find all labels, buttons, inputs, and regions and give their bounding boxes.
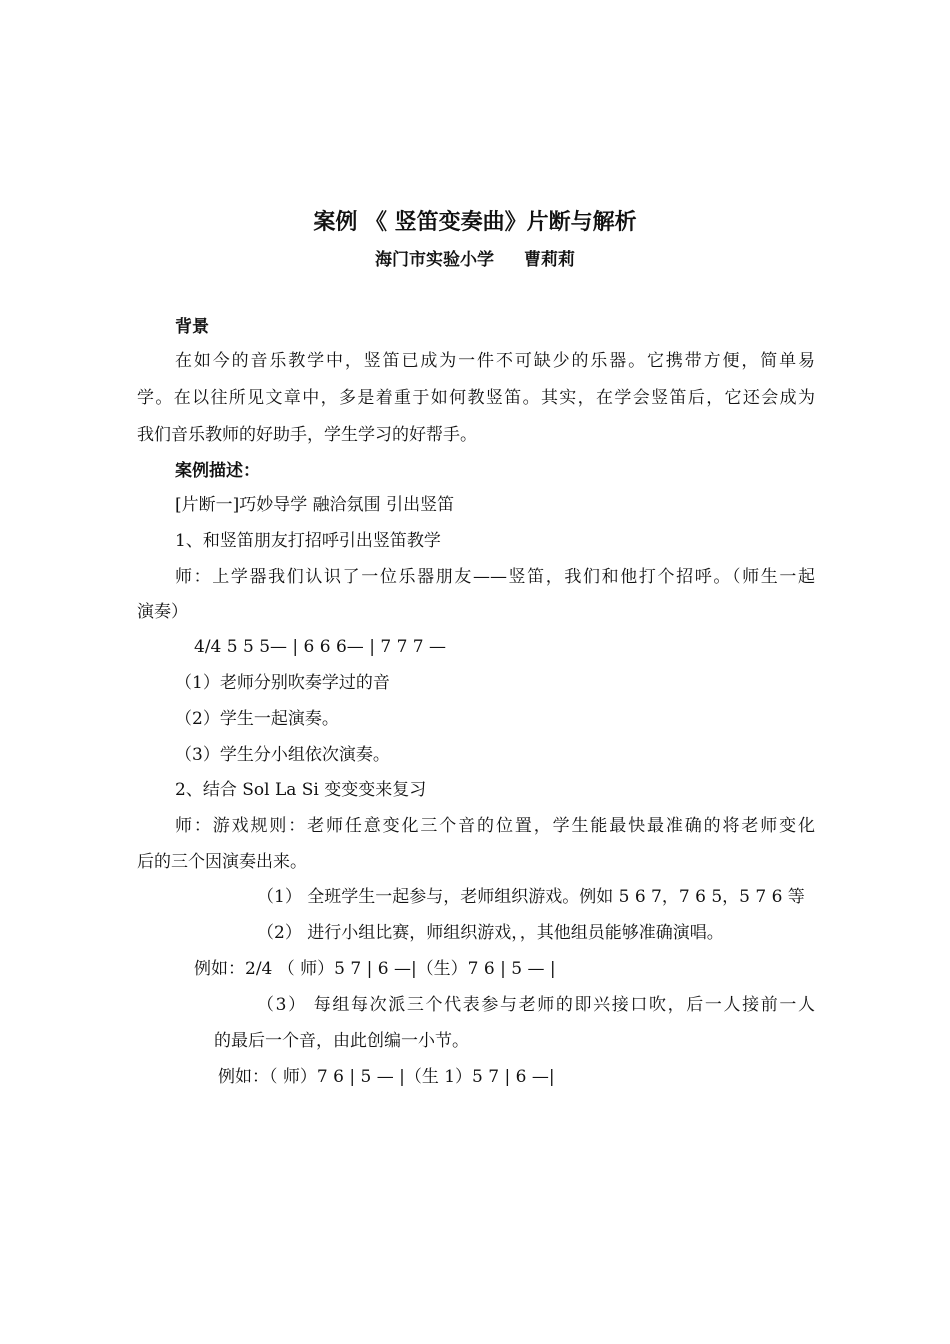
game-item-3-line-1: （3） 每组每次派三个代表参与老师的即兴接口吹，后一人接前一人 (257, 995, 815, 1015)
document-title: 案例 《 竖笛变奏曲》片断与解析 (313, 209, 637, 235)
notation-line-1: 4/4 5 5 5— | 6 6 6— | 7 7 7 — (194, 637, 447, 657)
game-item-1: （1） 全班学生一起参与，老师组织游戏。例如 5 6 7，7 6 5，5 7 6 等 (257, 887, 805, 907)
heading-background: 背景 (175, 317, 209, 337)
game-rules-line-2: 后的三个因演奏出来。 (137, 852, 307, 872)
sub-item-3: （3）学生分小组依次演奏。 (175, 745, 390, 765)
game-item-3-line-2: 的最后一个音，由此创编一小节。 (214, 1031, 469, 1051)
fragment-one-heading: [片断一]巧妙导学 融洽氛围 引出竖笛 (175, 495, 455, 515)
game-item-2: （2） 进行小组比赛，师组织游戏，，其他组员能够准确演唱。 (257, 923, 724, 943)
school-name: 海门市实验小学 (375, 250, 494, 270)
example-line-2: 例如：（ 师）7 6 | 5 — |（生 1）5 7 | 6 —| (218, 1067, 555, 1087)
sub-item-1: （1）老师分别吹奏学过的音 (175, 673, 390, 693)
teacher-line-1: 师：上学器我们认识了一位乐器朋友——竖笛，我们和他打个招呼。（师生一起 (175, 567, 815, 587)
heading-case-description: 案例描述： (175, 461, 260, 481)
background-paragraph-line-2: 学。在以往所见文章中，多是着重于如何教竖笛。其实，在学会竖笛后，它还会成为 (137, 388, 815, 408)
teacher-line-2: 演奏） (137, 602, 188, 622)
background-paragraph-line-3: 我们音乐教师的好助手，学生学习的好帮手。 (137, 425, 477, 445)
step-two: 2、结合 Sol La Si 变变变来复习 (175, 780, 427, 800)
step-one: 1、和竖笛朋友打招呼引出竖笛教学 (175, 531, 441, 551)
document-byline (0, 245, 950, 270)
sub-item-2: （2）学生一起演奏。 (175, 709, 339, 729)
background-paragraph-line-1: 在如今的音乐教学中，竖笛已成为一件不可缺少的乐器。它携带方便，简单易 (175, 351, 815, 371)
example-line-1: 例如：2/4 （ 师）5 7 | 6 —|（生）7 6 | 5 — | (194, 959, 556, 979)
game-rules-line-1: 师：游戏规则：老师任意变化三个音的位置，学生能最快最准确的将老师变化 (175, 816, 815, 836)
author-name: 曹莉莉 (524, 250, 575, 270)
